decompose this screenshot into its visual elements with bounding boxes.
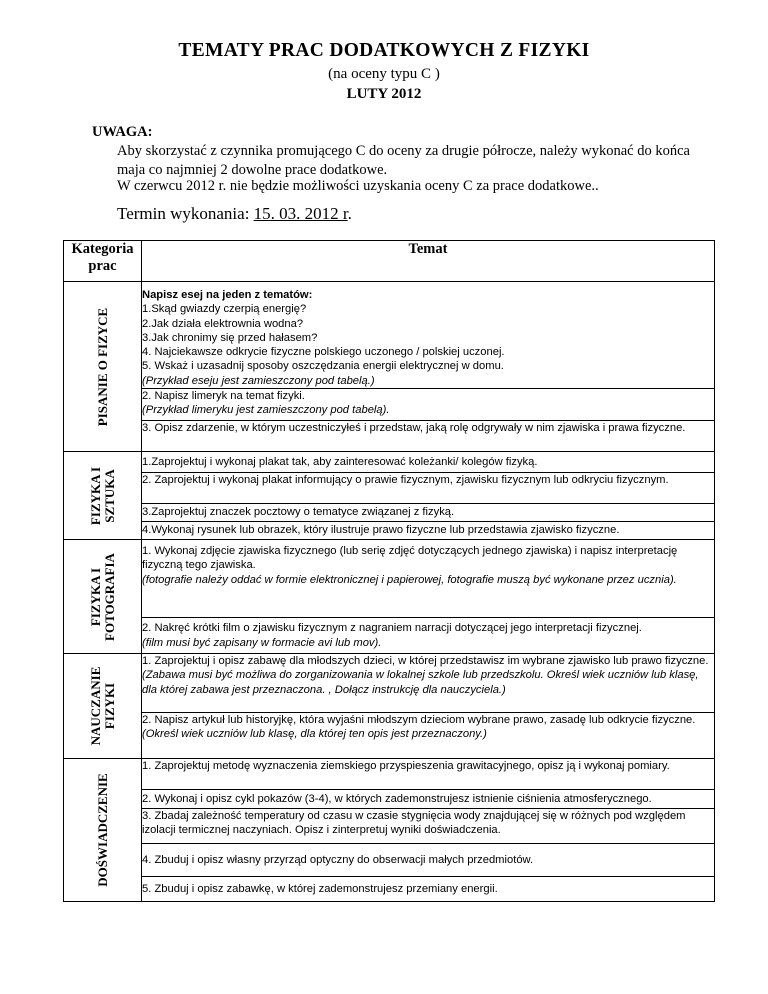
topic-drawing: 4.Wykonaj rysunek lub obrazek, który ilustruje prawo fizyczne lub przedstawia zjawisko fizyczne. (142, 522, 715, 540)
note-text-2: W czerwcu 2012 r. nie będzie możliwości uzyskania oceny C za prace dodatkowe.. (117, 178, 599, 194)
topic-article: 2. Napisz artykuł lub historyjkę, która wyjaśni młodszym dzieciom wybrane prawo, zasadę lub odkrycie fizyczne. (Określ wiek uczniów lub klasę, dla której ten opis jest przeznaczony.) (142, 713, 715, 759)
page-date: LUTY 2012 (346, 86, 422, 102)
deadline-end: . (347, 204, 352, 223)
category-sztuka: FIZYKA I SZTUKA (64, 452, 142, 540)
note-text-1: Aby skorzystać z czynnika promującego C do oceny za drugie półrocze, należy wykonać do końca maja co najmniej 2 dowolne prace dodatkowe. (117, 143, 690, 178)
topic-poster-law: 2. Zaprojektuj i wykonaj plakat informujący o prawie fizycznym, zjawisku fizycznym lub odkryciu fizycznym. (142, 473, 715, 504)
topic-limerick: 2. Napisz limeryk na temat fizyki. (Przykład limeryku jest zamieszczony pod tabelą). (142, 389, 715, 421)
category-doswiadczenie: DOŚWIADCZENIE (64, 759, 142, 902)
table-row (64, 713, 715, 759)
header-category: Kategoria prac (64, 241, 142, 282)
table-header-row (64, 241, 715, 282)
category-fotografia: FIZYKA I FOTOGRAFIA (64, 540, 142, 654)
table-row (64, 809, 715, 844)
table-row (64, 389, 715, 421)
table-row (64, 618, 715, 654)
table-row (64, 540, 715, 618)
topic-essay: Napisz esej na jeden z tematów: 1.Skąd gwiazdy czerpią energię? 2.Jak działa elektrownia wodna? 3.Jak chronimy się przed hałasem? 4. Najciekawsze odkrycie fizyczne polskiego uczonego / polskiej uczonej. 5. Wskaż i uzasadnij sposoby oszczędzania energii elektrycznej w domu. (Przykład eseju jest zamieszczony pod tabelą.) (142, 282, 715, 389)
note-label: UWAGA: (92, 124, 153, 140)
topic-photo: 1. Wykonaj zdjęcie zjawiska fizycznego (lub serię zdjęć dotyczących jednego zjawiska) i napisz interpretację fizyczną tego zjawiska. (fotografie należy oddać w formie elektronicznej i papierowej, fotografie muszą być wykonane przez ucznia). (142, 540, 715, 618)
topic-game: 1. Zaprojektuj i opisz zabawę dla młodszych dzieci, w której przedstawisz im wybrane zjawisko lub prawo fizyczne. (Zabawa musi być możliwa do zorganizowania w lokalnej szkole lub przedszkolu. Określ wiek uczniów lub klasę, dla której zabawa jest przeznaczona. , Dołącz instrukcję dla nauczyciela.) (142, 654, 715, 713)
page-subtitle: (na oceny typu C ) (328, 66, 440, 82)
topic-event: 3. Opisz zdarzenie, w którym uczestniczyłeś i przedstaw, jaką rolę odgrywały w nim zjawiska i prawa fizyczne. (142, 421, 715, 452)
page-title: TEMATY PRAC DODATKOWYCH Z FIZYKI (178, 40, 590, 61)
table-row (64, 759, 715, 790)
table-row (64, 504, 715, 522)
topic-film: 2. Nakręć krótki film o zjawisku fizycznym z nagraniem narracji dotyczącej jego interpretacji fizycznej. (film musi być zapisany w formacie avi lub mov). (142, 618, 715, 654)
table-row (64, 844, 715, 877)
topic-toy: 5. Zbuduj i opisz zabawkę, w której zademonstrujesz przemiany energii. (142, 877, 715, 902)
topic-gravity: 1. Zaprojektuj metodę wyznaczenia ziemskiego przyspieszenia grawitacyjnego, opisz ją i wykonaj pomiary. (142, 759, 715, 790)
table-row (64, 473, 715, 504)
table-row (64, 790, 715, 809)
table-row (64, 421, 715, 452)
topics-table (63, 240, 715, 902)
table-row (64, 877, 715, 902)
topic-poster: 1.Zaprojektuj i wykonaj plakat tak, aby zainteresować koleżanki/ kolegów fizyką. (142, 452, 715, 473)
table-row (64, 282, 715, 389)
table-row (64, 654, 715, 713)
topic-cooling: 3. Zbadaj zależność temperatury od czasu w czasie stygnięcia wody znajdującej się w różnych pod względem izolacji termicznej naczyniach. Opisz i zinterpretuj wyniki doświadczenia. (142, 809, 715, 844)
deadline-date: 15. 03. 2012 r (253, 204, 348, 223)
category-nauczanie: NAUCZANIE FIZYKI (64, 654, 142, 759)
deadline (117, 204, 352, 224)
topic-stamp: 3.Zaprojektuj znaczek pocztowy o tematyce związanej z fizyką. (142, 504, 715, 522)
deadline-label: Termin wykonania: (117, 204, 254, 223)
topic-pressure: 2. Wykonaj i opisz cykl pokazów (3-4), w których zademonstrujesz istnienie ciśnienia atmosferycznego. (142, 790, 715, 809)
header-topic: Temat (142, 241, 715, 282)
table-row (64, 452, 715, 473)
category-pisanie: PISANIE O FIZYCE (64, 282, 142, 452)
table-row (64, 522, 715, 540)
topic-optics: 4. Zbuduj i opisz własny przyrząd optyczny do obserwacji małych przedmiotów. (142, 844, 715, 877)
